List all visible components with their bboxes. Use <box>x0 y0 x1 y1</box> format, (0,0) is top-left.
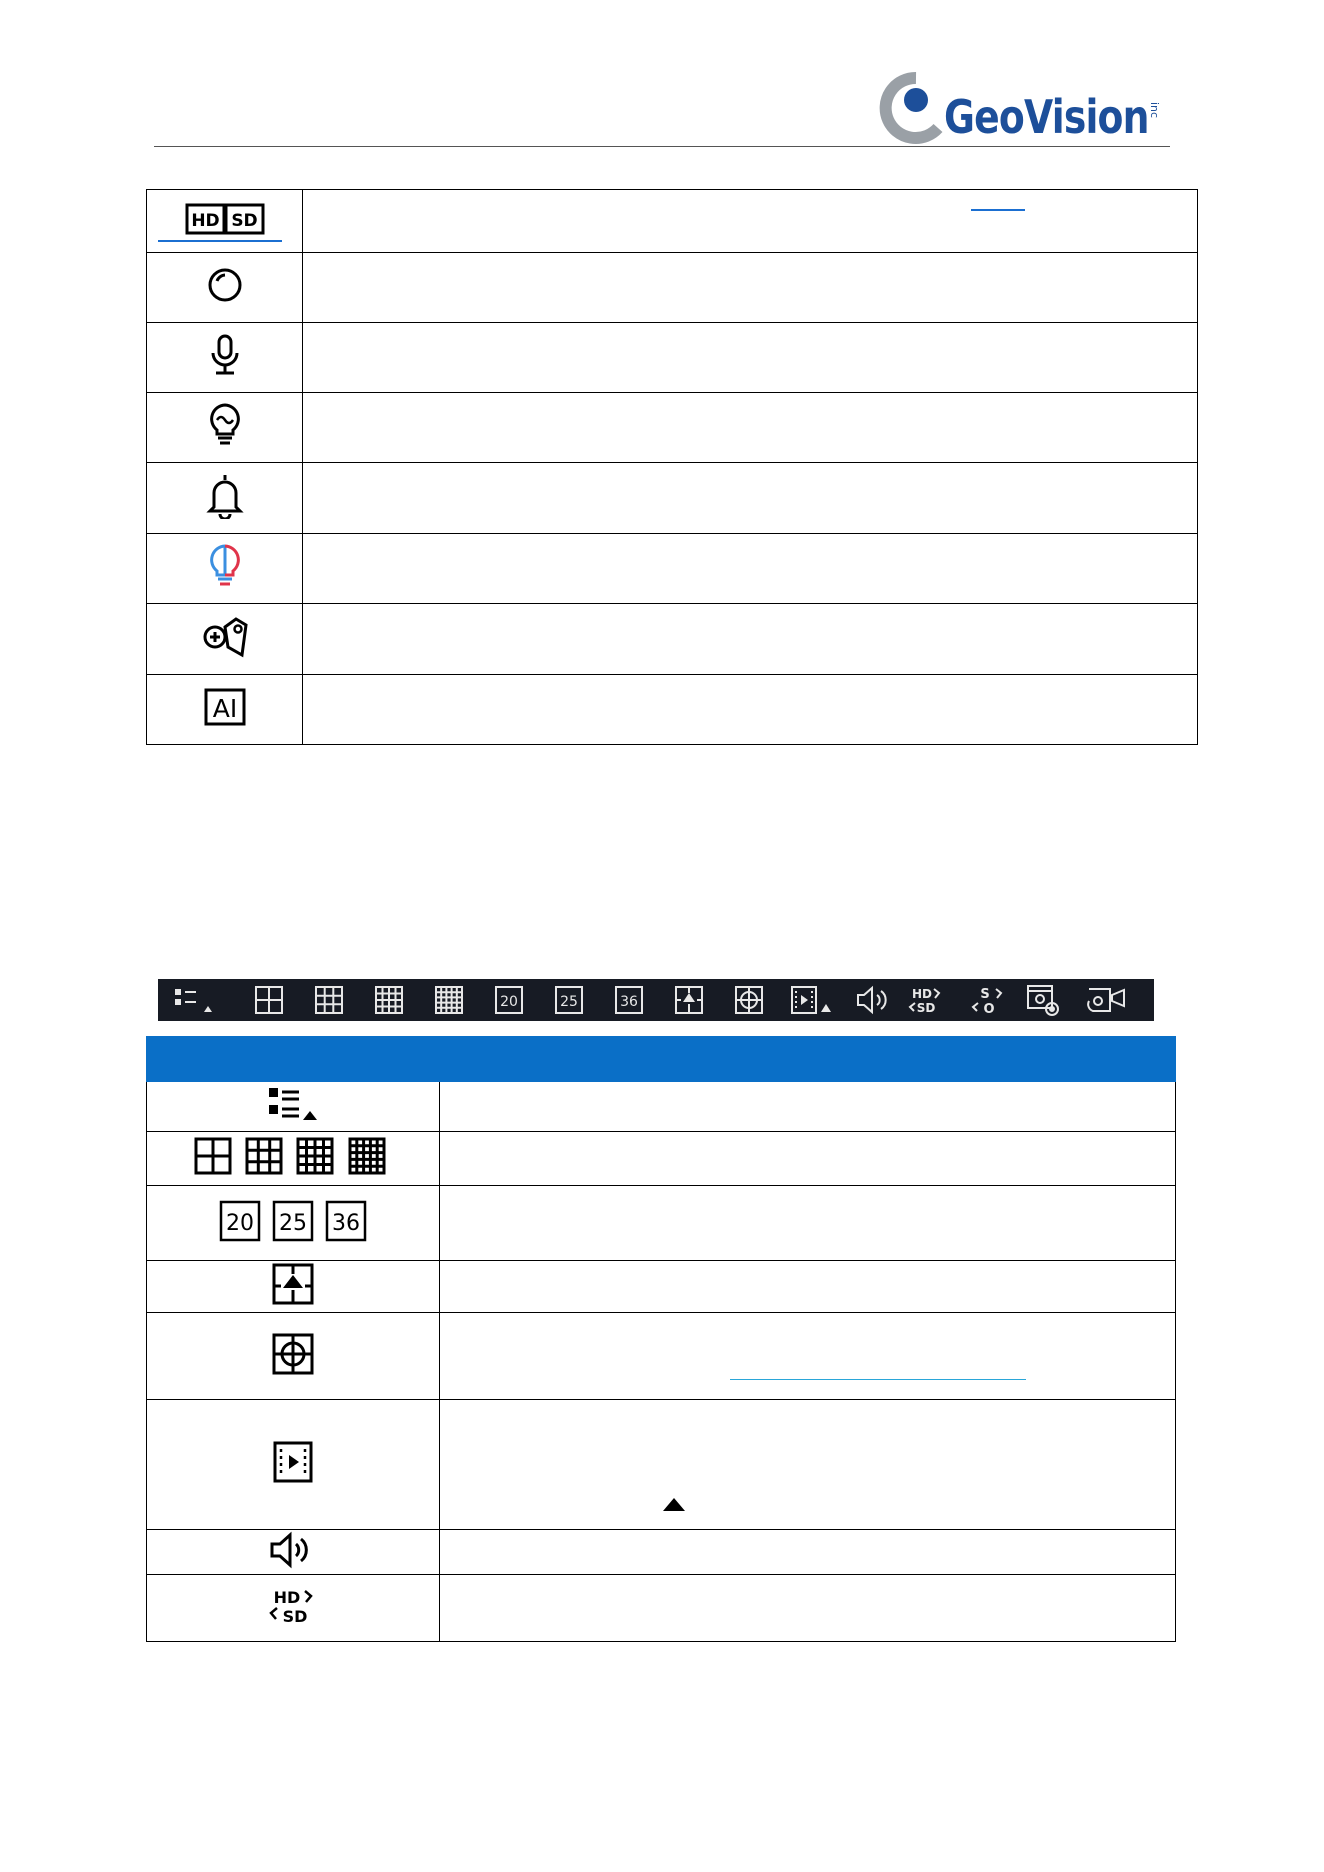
table-row <box>147 1313 1176 1400</box>
table-row <box>147 253 1198 323</box>
ai-label: AI <box>212 694 237 723</box>
row-description <box>440 1261 1176 1313</box>
layout-36-label: 36 <box>332 1210 360 1236</box>
row-description <box>303 604 1198 675</box>
color-light-bulb-icon <box>147 534 303 604</box>
table-row <box>147 1261 1176 1313</box>
table-header-icon <box>147 1037 440 1082</box>
hd-sd-switch-icon <box>147 1575 440 1642</box>
table-row <box>147 1530 1176 1575</box>
row-description <box>440 1575 1176 1642</box>
stream-switch-icon[interactable] <box>973 987 1001 1017</box>
table-row <box>147 463 1198 534</box>
layout-25-icon[interactable] <box>556 987 582 1013</box>
layout-25-label: 25 <box>279 1210 307 1236</box>
grid-16-icon[interactable] <box>376 987 402 1013</box>
row-description <box>303 253 1198 323</box>
row-description <box>303 393 1198 463</box>
row-description <box>303 675 1198 745</box>
ai-icon <box>147 675 303 745</box>
triangle-up-icon <box>662 1496 686 1512</box>
layout-36-icon[interactable] <box>616 987 642 1013</box>
sequence-icon[interactable] <box>676 987 702 1013</box>
table-row <box>147 393 1198 463</box>
table-row <box>147 675 1198 745</box>
layout-20-label: 20 <box>226 1210 254 1236</box>
row-description <box>440 1400 1176 1530</box>
table-row <box>147 1186 1176 1261</box>
toolbar-hd-label: HD <box>911 987 933 1001</box>
hd-sd-icon <box>147 190 303 253</box>
light-bulb-icon <box>147 393 303 463</box>
ptz-icon[interactable] <box>736 987 762 1013</box>
grid-layouts-icon <box>147 1132 440 1186</box>
row-description <box>303 323 1198 393</box>
camera-settings-icon[interactable] <box>1028 986 1058 1015</box>
logo-mark-icon <box>876 70 946 150</box>
table-header-row <box>147 1037 1176 1082</box>
channel-list-icon <box>147 1082 440 1132</box>
table-row <box>147 1575 1176 1642</box>
sd-label: SD <box>230 210 258 231</box>
hd-sd-switch-icon[interactable] <box>910 987 939 1015</box>
row-description <box>440 1132 1176 1186</box>
table-row <box>147 1132 1176 1186</box>
table-row <box>147 1400 1176 1530</box>
table-row <box>147 1082 1176 1132</box>
grid-4-icon[interactable] <box>256 987 282 1013</box>
grid-9-icon[interactable] <box>316 987 342 1013</box>
speaker-icon <box>147 1530 440 1575</box>
row-description <box>440 1082 1176 1132</box>
sequence-icon <box>147 1261 440 1313</box>
layout-20-label: 20 <box>500 994 518 1010</box>
row-description <box>440 1530 1176 1575</box>
location-tag-icon <box>147 604 303 675</box>
grid-25-icon[interactable] <box>436 987 462 1013</box>
channel-list-icon[interactable] <box>175 989 212 1012</box>
row-description <box>440 1186 1176 1261</box>
microphone-icon <box>147 323 303 393</box>
logo-suffix: inc <box>1148 102 1161 119</box>
row-description <box>303 534 1198 604</box>
row-description <box>303 463 1198 534</box>
toolbar-sd-label: SD <box>916 1001 936 1015</box>
link-underline[interactable] <box>730 1379 1026 1380</box>
row-description <box>440 1313 1176 1400</box>
link-underline[interactable] <box>158 240 282 242</box>
bell-icon <box>147 463 303 534</box>
geovision-logo <box>876 70 1172 150</box>
table-header-description <box>440 1037 1176 1082</box>
logo-text: GeoVision <box>944 90 1149 144</box>
playback-icon <box>147 1400 440 1530</box>
row-description <box>303 190 1198 253</box>
playback-icon[interactable] <box>792 987 831 1013</box>
layout-36-label: 36 <box>620 994 638 1010</box>
layout-20-icon[interactable] <box>496 987 522 1013</box>
table-row <box>147 190 1198 253</box>
toolbar-description-table <box>146 1036 1176 1642</box>
toolbar-s-label: S <box>980 987 990 1002</box>
layout-number-icon <box>147 1186 440 1261</box>
live-view-toolbar <box>158 979 1154 1021</box>
table-row <box>147 534 1198 604</box>
table-row <box>147 604 1198 675</box>
lens-icon <box>147 253 303 323</box>
speaker-icon[interactable] <box>858 988 886 1012</box>
header-rule <box>154 146 1170 147</box>
hd-label: HD <box>273 1587 301 1607</box>
link-underline[interactable] <box>971 209 1025 211</box>
ptz-icon <box>147 1313 440 1400</box>
toolbar-o-label: O <box>983 1002 995 1017</box>
icon-description-table <box>146 189 1198 745</box>
layout-25-label: 25 <box>560 994 578 1010</box>
table-row <box>147 323 1198 393</box>
camera-icon[interactable] <box>1088 989 1124 1011</box>
sd-label: SD <box>282 1606 308 1626</box>
hd-label: HD <box>190 210 220 231</box>
